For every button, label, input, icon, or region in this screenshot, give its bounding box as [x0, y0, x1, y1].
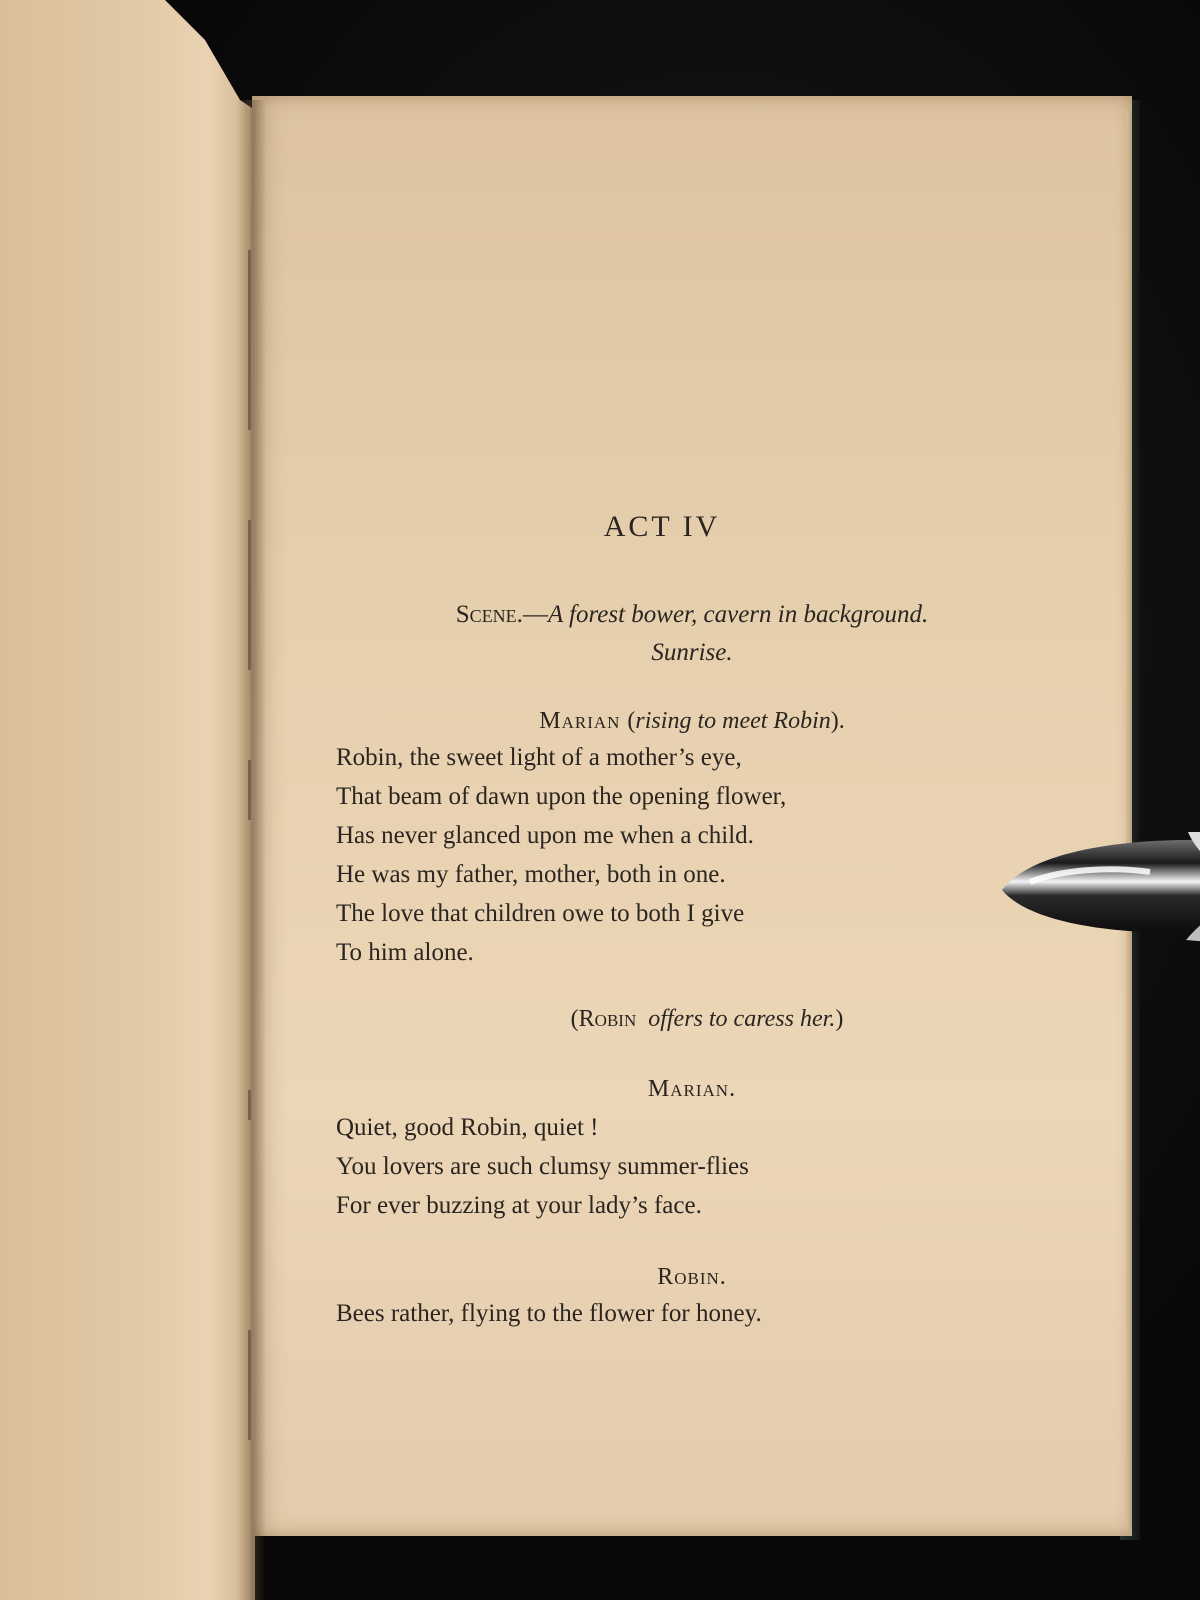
- speaker-name: Marian.: [647, 1076, 737, 1102]
- binding-thread: [248, 520, 251, 670]
- scene-heading: [252, 596, 1072, 672]
- speaker-name: Marian: [539, 708, 621, 734]
- speaker-heading: [252, 1264, 1072, 1291]
- scene-time: Sunrise.: [651, 639, 733, 666]
- direction-text: rising to meet Robin: [635, 708, 831, 734]
- paren-open: (: [627, 708, 636, 734]
- verse-block: [336, 1294, 762, 1333]
- scene-description: A forest bower, cavern in background.: [547, 601, 929, 628]
- verse-line: You lovers are such clumsy summer-flies: [336, 1153, 749, 1180]
- speaker-heading: [252, 1076, 1072, 1103]
- speaker-heading: [252, 708, 1072, 735]
- binding-thread: [248, 250, 251, 430]
- verse-line: Has never glanced upon me when a child.: [336, 822, 754, 849]
- verse-line: Quiet, good Robin, quiet !: [336, 1114, 599, 1141]
- paren-close: ): [835, 1006, 844, 1032]
- left-blank-page: [0, 0, 255, 1600]
- binding-thread: [248, 760, 251, 820]
- scene-line-1: [312, 596, 1072, 634]
- metal-page-clip: [1000, 832, 1200, 942]
- act-title: ACT IV: [603, 510, 721, 543]
- stage-direction-inline: [627, 708, 844, 734]
- verse-line: To him alone.: [336, 939, 474, 966]
- paren-close: ).: [830, 708, 845, 734]
- verse-line: He was my father, mother, both in one.: [336, 861, 726, 888]
- verse-line: That beam of dawn upon the opening flower,: [336, 783, 787, 810]
- verse-line: The love that children owe to both I give: [336, 900, 745, 927]
- stage-direction: [252, 1006, 1072, 1033]
- binding-thread: [248, 1090, 251, 1120]
- speaker-name: Robin.: [657, 1264, 727, 1290]
- paren-open: (: [570, 1006, 579, 1032]
- binding-thread: [248, 1330, 251, 1440]
- verse-block: [336, 738, 786, 972]
- scene-dash: —: [522, 601, 548, 628]
- stage-direction-text: offers to caress her.: [648, 1006, 836, 1032]
- scene-label: Scene.: [455, 601, 523, 628]
- stage-direction-name: Robin: [578, 1006, 637, 1032]
- verse-line: For ever buzzing at your lady’s face.: [336, 1192, 702, 1219]
- verse-line: Robin, the sweet light of a mother’s eye,: [336, 744, 742, 771]
- verse-block: [336, 1108, 749, 1225]
- verse-line: Bees rather, flying to the flower for honey.: [336, 1300, 762, 1327]
- printed-text-block: [252, 96, 1132, 1536]
